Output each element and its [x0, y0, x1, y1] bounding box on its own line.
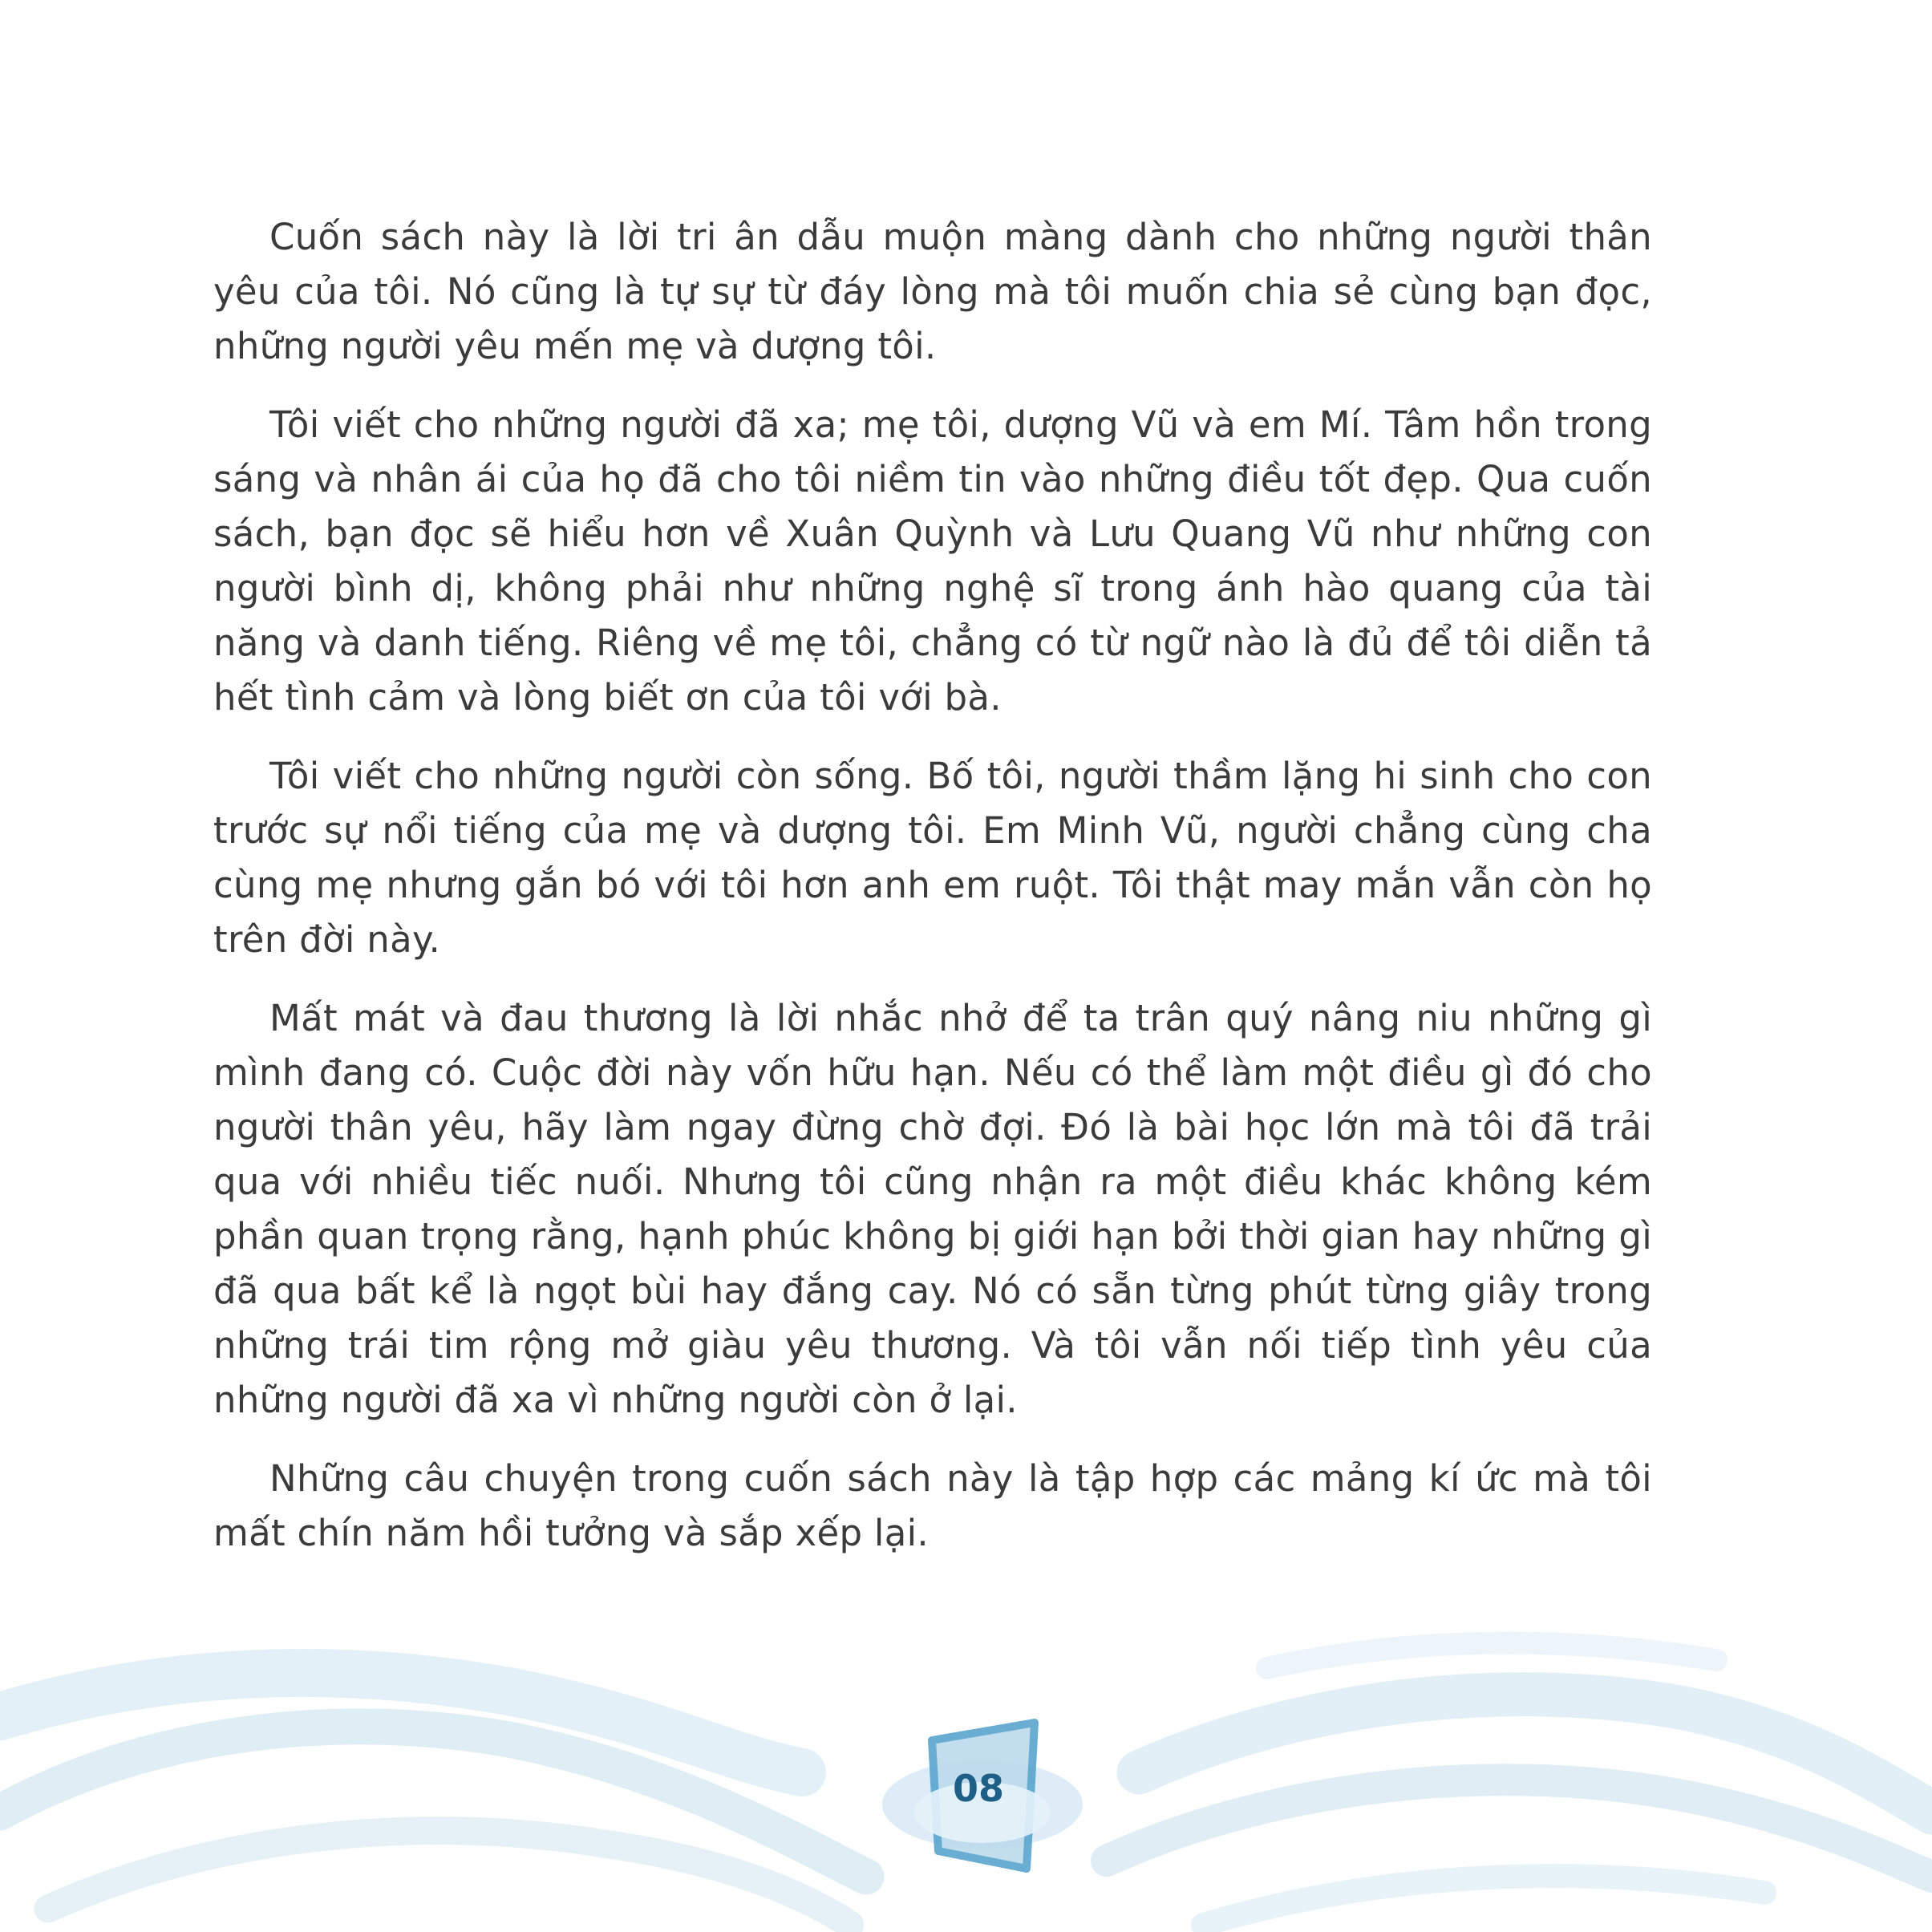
paragraph-2: Tôi viết cho những người đã xa; mẹ tôi, dượng Vũ và em Mí. Tâm hồn trong sáng và nhân ái của họ đã cho tôi niềm tin vào những điều tốt đẹp. Qua cuốn sách, bạn đọc sẽ hiểu hơn về Xuân Quỳnh và Lưu Quang Vũ như những con người bình dị, không phải như những nghệ sĩ trong ánh hào quang của tài năng và danh tiếng. Riêng về mẹ tôi, chẳng có từ ngữ nào là đủ để tôi diễn tả hết tình cảm và lòng biết ơn của tôi với bà.	[213, 403, 1652, 719]
paragraph-1: Cuốn sách này là lời tri ân dẫu muộn màng dành cho những người thân yêu của tôi. Nó cũng là tự sự từ đáy lòng mà tôi muốn chia sẻ cùng bạn đọc, những người yêu mến mẹ và dượng tôi.	[213, 216, 1652, 367]
paragraph-5: Những câu chuyện trong cuốn sách này là tập hợp các mảng kí ức mà tôi mất chín năm hồi tưởng và sắp xếp lại.	[213, 1457, 1652, 1554]
body-text	[213, 210, 1652, 1585]
page-number: 08	[952, 1767, 1004, 1810]
paragraph-3: Tôi viết cho những người còn sống. Bố tôi, người thầm lặng hi sinh cho con trước sự nổi tiếng của mẹ và dượng tôi. Em Minh Vũ, người chẳng cùng cha cùng mẹ nhưng gắn bó với tôi hơn anh em ruột. Tôi thật may mắn vẫn còn họ trên đời này.	[213, 755, 1652, 961]
paragraph-4: Mất mát và đau thương là lời nhắc nhở để ta trân quý nâng niu những gì mình đang có. Cuộc đời này vốn hữu hạn. Nếu có thể làm một điều gì đó cho người thân yêu, hãy làm ngay đừng chờ đợi. Đó là bài học lớn mà tôi đã trải qua với nhiều tiếc nuối. Nhưng tôi cũng nhận ra một điều khác không kém phần quan trọng rằng, hạnh phúc không bị giới hạn bởi thời gian hay những gì đã qua bất kể là ngọt bùi hay đắng cay. Nó có sẵn từng phút từng giây trong những trái tim rộng mở giàu yêu thương. Và tôi vẫn nối tiếp tình yêu của những người đã xa vì những người còn ở lại.	[213, 997, 1652, 1421]
